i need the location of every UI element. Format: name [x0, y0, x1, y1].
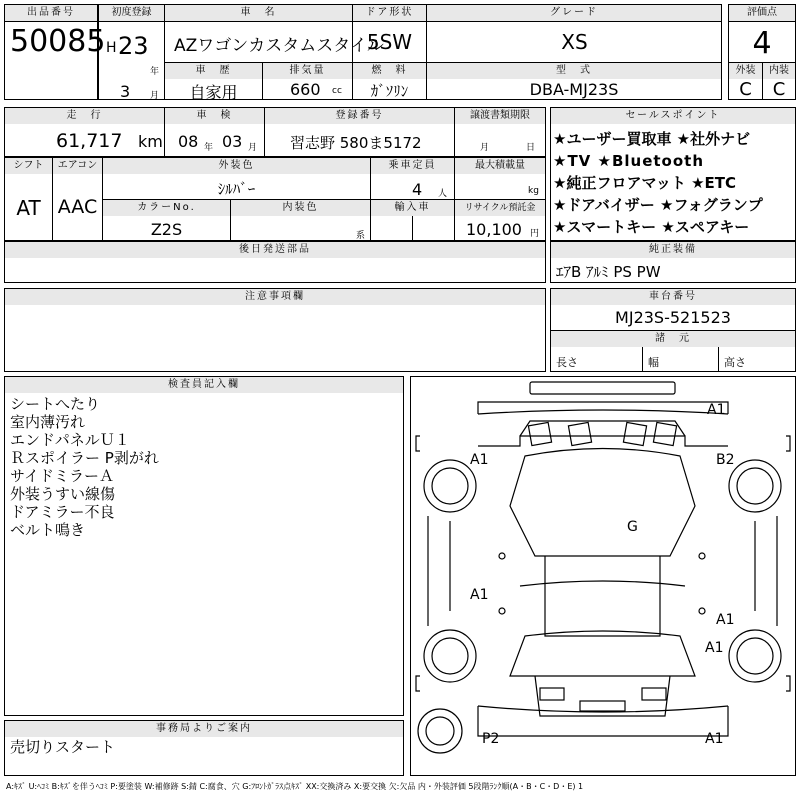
remark-8: ベルト鳴き: [10, 521, 86, 539]
genuine-equipment: ｴｱB ｱﾙﾐ PS PW: [556, 263, 661, 281]
later-parts-header: 後日発送部品: [5, 242, 545, 258]
dims-header: 諸 元: [551, 331, 795, 347]
mark-left-rear-a1: A1: [470, 452, 489, 468]
month-unit: 月: [150, 91, 160, 101]
chassis-number: MJ23S-521523: [615, 308, 731, 327]
ext-color-header: 外装色: [103, 158, 370, 174]
km-unit: km: [138, 132, 163, 151]
length-label: 長さ: [556, 356, 578, 369]
car-name: AZワゴンカスタムスタイル: [174, 36, 384, 56]
history: 自家用: [189, 83, 238, 102]
ext-color: ｼﾙﾊﾞｰ: [217, 180, 256, 198]
sales-point-3: ★純正フロアマット ★ETC: [553, 174, 737, 192]
mark-rear-a1: A1: [707, 402, 726, 418]
remark-1: シートへたり: [10, 395, 101, 413]
aircon-header: エアコン: [53, 158, 102, 174]
capacity-unit: 人: [438, 189, 448, 199]
shift-header: シフト: [5, 158, 52, 174]
int-color-header: 内装色: [231, 200, 370, 216]
insp-year-unit: 年: [204, 143, 214, 153]
mileage: 61,717: [56, 130, 123, 152]
max-load-header: 最大積載量: [455, 158, 545, 174]
notes-header: 注意事項欄: [5, 289, 545, 305]
recycle-amount: 10,100: [466, 220, 522, 239]
insp-year: 08: [178, 132, 199, 151]
exterior-header: 外装: [729, 63, 762, 79]
mark-left-front-a1: A1: [470, 587, 489, 603]
mark-front-p2: P2: [482, 731, 500, 747]
mileage-header: 走 行: [5, 108, 164, 124]
chassis-header: 車台番号: [551, 289, 795, 305]
color-no: Z2S: [150, 220, 183, 239]
reg-year: 23: [118, 32, 149, 60]
first-reg-header: 初度登録: [99, 5, 164, 21]
displacement: 660: [290, 80, 321, 99]
yen-unit: 円: [530, 229, 540, 239]
era: H: [106, 40, 117, 56]
office-header: 事務局よりご案内: [5, 721, 403, 737]
exterior-grade: C: [739, 79, 752, 100]
score-header: 評価点: [729, 5, 795, 21]
grade: XS: [561, 30, 588, 54]
int-color-suffix: 系: [356, 231, 366, 241]
inspector-header: 検査員記入欄: [5, 377, 403, 393]
aircon: AAC: [57, 196, 98, 218]
remark-2: 室内薄汚れ: [10, 413, 86, 431]
lot-number: 50085: [10, 24, 106, 59]
car-diagram: [410, 376, 796, 776]
mark-right-front-a1: A1: [716, 612, 735, 628]
insp-month: 03: [222, 132, 243, 151]
history-header: 車 歴: [165, 63, 262, 79]
remark-3: エンドパネルＵ１: [10, 431, 130, 449]
door-header: ドア形状: [353, 5, 426, 21]
remark-6: 外装うすい線傷: [10, 485, 116, 503]
lot-header: 出品番号: [5, 5, 97, 21]
genuine-header: 純正装備: [551, 242, 795, 258]
sales-point-4: ★ドアバイザー ★フォグランプ: [553, 196, 763, 214]
sales-point-2: ★TV ★Bluetooth: [553, 152, 705, 170]
reg-month: 3: [120, 82, 131, 101]
grade-header: グレード: [427, 5, 721, 21]
remark-5: サイドミラーＡ: [10, 467, 114, 485]
displacement-header: 排気量: [263, 63, 352, 79]
capacity-header: 乗車定員: [371, 158, 454, 174]
type-header: 型 式: [427, 63, 721, 79]
cc-unit: cc: [332, 86, 342, 96]
interior-grade: C: [772, 79, 786, 100]
year-unit: 年: [150, 67, 160, 77]
plate-header: 登録番号: [265, 108, 454, 124]
inspection-header: 車 検: [165, 108, 264, 124]
sales-point-1: ★ユーザー買取車 ★社外ナビ: [553, 130, 751, 148]
kg-unit: kg: [528, 186, 539, 196]
mark-front-a1: A1: [705, 731, 724, 747]
transfer-header: 譲渡書類期限: [455, 108, 545, 124]
fuel: ｶﾞｿﾘﾝ: [370, 82, 409, 100]
color-no-header: カラーNo.: [103, 200, 230, 216]
remark-7: ドアミラー不良: [10, 503, 115, 521]
mark-glass-g: G: [627, 519, 638, 535]
insp-month-unit: 月: [248, 143, 258, 153]
remark-4: Ｒスポイラー P剥がれ: [10, 449, 159, 467]
sales-point-5: ★スマートキー ★スペアキー: [553, 218, 750, 236]
interior-header: 内装: [763, 63, 795, 79]
mark-right-front2-a1: A1: [705, 640, 724, 656]
transfer-month: 月: [480, 143, 490, 153]
width-label: 幅: [648, 356, 659, 369]
capacity: 4: [412, 180, 423, 199]
legend: A:ｷｽﾞ U:ﾍｺﾐ B:ｷｽﾞを伴うﾍｺﾐ P:要塗装 W:補修跡 S:錆 C:腐食、穴 G:ﾌﾛﾝﾄｶﾞﾗｽ点ｷｽﾞ XX:交換済み X:要交換 欠:欠品 内・外装評価 5段階ﾗﾝｸ順(A・B・C・D・E) 1: [6, 782, 584, 791]
score: 4: [752, 26, 772, 61]
mark-right-rear-b2: B2: [716, 452, 735, 468]
recycle-header: リサイクル預託金: [455, 200, 545, 216]
shift: AT: [16, 196, 41, 220]
model-code: DBA-MJ23S: [529, 80, 619, 99]
door-type: 5SW: [366, 30, 413, 54]
plate-number: 習志野 580ま5172: [290, 134, 422, 152]
import-header: 輸入車: [371, 200, 454, 216]
height-label: 高さ: [724, 356, 746, 369]
model-header: 車 名: [165, 5, 352, 21]
transfer-day: 日: [526, 143, 536, 153]
fuel-header: 燃 料: [353, 63, 426, 79]
office-note: 売切りスタート: [10, 738, 116, 756]
sales-header: セールスポイント: [551, 108, 795, 124]
